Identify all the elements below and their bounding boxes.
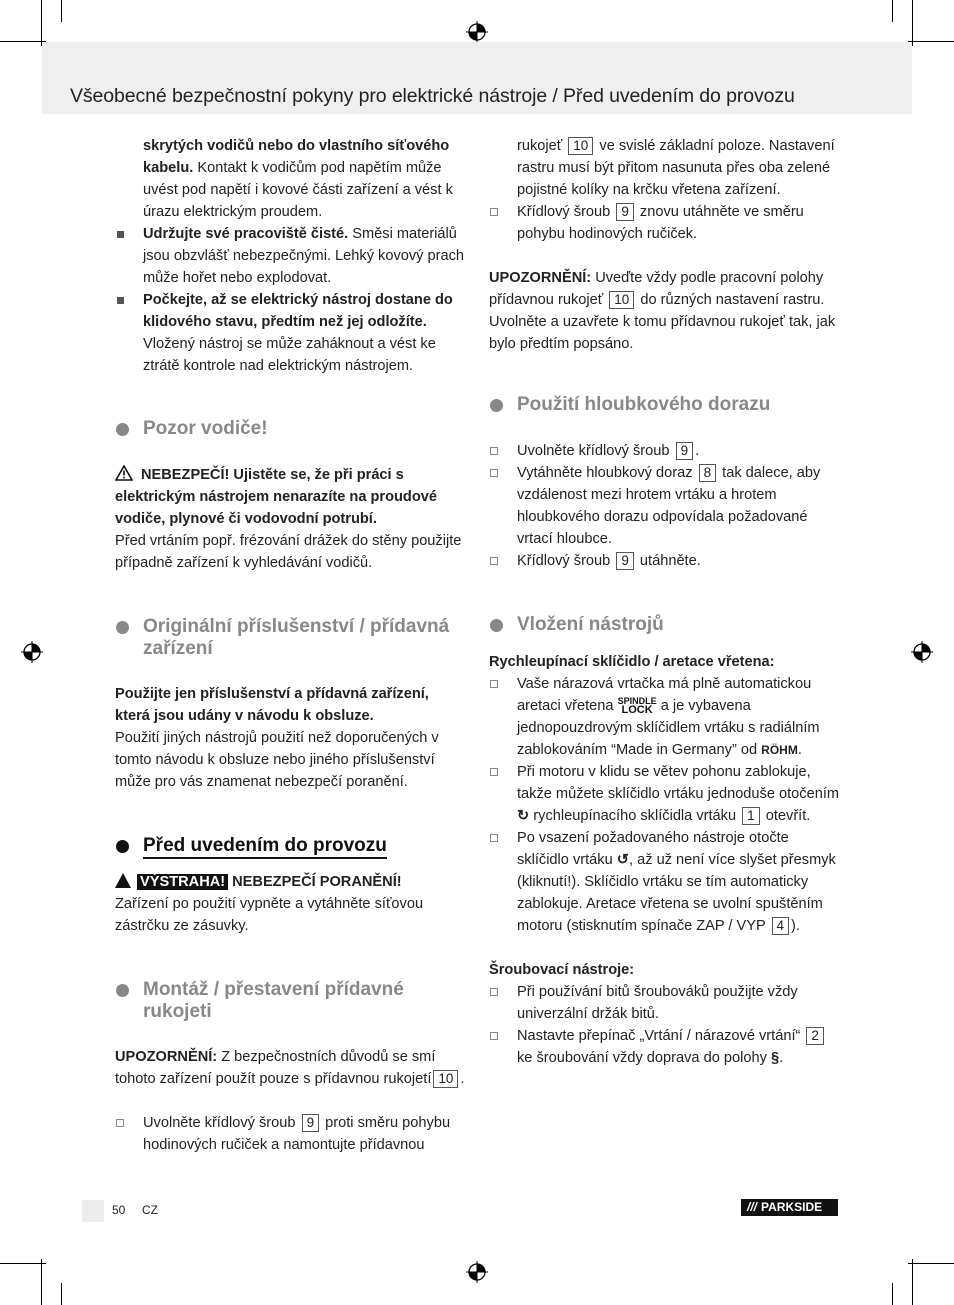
step-item: Vytáhněte hloubkový doraz 8 tak dalece, aby vzdálenost mezi hrotem vrtáku a hrotem hloubkového dorazu odpovídala požadované vrtací hloubce. bbox=[489, 462, 841, 550]
step-item: Při motoru v klidu se větev pohonu zablokuje, takže můžete sklíčidlo vrtáku jednoduše otočením ↻ rychleupínacího sklíčidla vrtáku 1 otevřít. bbox=[489, 761, 841, 827]
section-heading-pozor: Pozor vodiče! bbox=[115, 418, 467, 440]
danger-text: Před vrtáním popř. frézování drážek do stěny použijte případně zařízení k vyhledávání vodičů. bbox=[115, 533, 462, 571]
ref-number: 10 bbox=[433, 1070, 458, 1088]
crop-mark bbox=[912, 0, 913, 46]
ref-number: 9 bbox=[616, 203, 634, 221]
checkbox-bullet-icon bbox=[490, 557, 498, 565]
subheading-rychloupinaci: Rychleupínací sklíčidlo / aretace vřetena: bbox=[489, 654, 775, 670]
section-heading-montaz: Montáž / přestavení přídavné rukojeti bbox=[115, 979, 467, 1023]
checkbox-bullet-icon bbox=[490, 469, 498, 477]
crop-mark bbox=[892, 1283, 893, 1305]
ref-number: 9 bbox=[616, 552, 634, 570]
crop-mark bbox=[0, 1263, 46, 1264]
spindle-lock-logo: SPINDLE LOCK bbox=[617, 696, 657, 717]
danger-paragraph bbox=[115, 463, 467, 530]
bullet-item bbox=[115, 289, 467, 377]
danger-bold: NEBEZPEČÍ! Ujistěte se, že při práci s elektrickým nástrojem nenarazíte na proudové vodiče, plynové či vodovodní potrubí. bbox=[115, 467, 437, 527]
section-heading-vlozeni: Vložení nástrojů bbox=[489, 614, 841, 636]
left-column bbox=[115, 135, 467, 1156]
step-item: Křídlový šroub 9 znovu utáhněte ve směru pohybu hodinových ručiček. bbox=[489, 201, 841, 245]
bullet-dot-icon bbox=[116, 621, 129, 634]
square-bullet-icon bbox=[117, 231, 124, 238]
ref-number: 10 bbox=[568, 137, 593, 155]
warning-line bbox=[115, 871, 467, 893]
section-heading-hloubka: Použití hloubkového dorazu bbox=[489, 394, 841, 416]
original-text: Použití jiných nástrojů použití než doporučených v tomto návodu k obsluze nebo jiného příslušenství může pro vás znamenat nebezpečí poranění. bbox=[115, 730, 439, 790]
intro-paragraph bbox=[115, 135, 467, 223]
original-bold: Použijte jen příslušenství a přídavná zařízení, která jsou udány v návodu k obsluze. bbox=[115, 686, 429, 724]
step-item: Uvolněte křídlový šroub 9 proti směru pohybu hodinových ručiček a namontujte přídavnou bbox=[115, 1112, 467, 1156]
upozorneni-label: UPOZORNĚNÍ: bbox=[115, 1049, 218, 1065]
checkbox-bullet-icon bbox=[490, 988, 498, 996]
registration-mark-icon bbox=[911, 641, 933, 663]
step-item: Uvolněte křídlový šroub 9 . bbox=[489, 440, 841, 462]
crop-mark bbox=[41, 0, 42, 46]
bullet-item bbox=[115, 223, 467, 289]
parkside-logo: /// PARKSIDE bbox=[741, 1199, 838, 1216]
checkbox-bullet-icon bbox=[490, 680, 498, 688]
step-item: Při používání bitů šroubováků použijte vždy univerzální držák bitů. bbox=[489, 981, 841, 1025]
upozorneni-paragraph: UPOZORNĚNÍ: Z bezpečnostních důvodů se smí tohoto zařízení použít pouze s přídavnou rukojetí 10 . bbox=[115, 1049, 465, 1087]
square-bullet-icon bbox=[117, 297, 124, 304]
page-title: Všeobecné bezpečnostní pokyny pro elektrické nástroje / Před uvedením do provozu bbox=[70, 85, 795, 107]
intro-text: Kontakt k vodičům pod napětím může uvést pod napětí i kovové části zařízení a vést k úrazu elektrickým proudem. bbox=[143, 160, 453, 220]
step-item: Nastavte přepínač „Vrtání / nárazové vrtání“ 2 ke šroubování vždy doprava do polohy §. bbox=[489, 1025, 841, 1069]
ref-number: 10 bbox=[609, 291, 634, 309]
bullet-dot-icon bbox=[116, 984, 129, 997]
intro-bold: skrytých vodičů nebo do vlastního síťového kabelu. bbox=[143, 138, 450, 176]
checkbox-bullet-icon bbox=[490, 768, 498, 776]
bullet-bold: Počkejte, až se elektrický nástroj dostane do klidového stavu, předtím než jej odložíte. bbox=[143, 292, 453, 330]
checkbox-bullet-icon bbox=[490, 1032, 498, 1040]
section-heading-pred-uvedenim: Před uvedením do provozu bbox=[115, 835, 467, 857]
bullet-dot-icon bbox=[490, 619, 503, 632]
rotate-open-icon: ↻ bbox=[517, 808, 530, 824]
right-column bbox=[489, 135, 841, 1069]
bullet-bold: Udržujte své pracoviště čisté. bbox=[143, 226, 349, 242]
crop-mark bbox=[61, 1283, 62, 1305]
rohm-logo: RÖHM bbox=[761, 743, 798, 757]
step-item: Vaše nárazová vrtačka má plně automatickou aretaci vřetena SPINDLE LOCK a je vybavena jednopouzdrovým sklíčidlem vrtáku s radiálním zablokováním “Made in Germany” od RÖHM. bbox=[489, 673, 841, 761]
warning-triangle-icon bbox=[115, 465, 133, 481]
warning-label: VÝSTRAHA! bbox=[137, 874, 228, 890]
checkbox-bullet-icon bbox=[116, 1119, 124, 1127]
subheading-sroubovaci: Šroubovací nástroje: bbox=[489, 962, 635, 978]
section-heading-originalni: Originální příslušenství / přídavná zařízení bbox=[115, 616, 467, 660]
crop-mark bbox=[892, 0, 893, 22]
step-item: Křídlový šroub 9 utáhněte. bbox=[489, 550, 841, 572]
checkbox-bullet-icon bbox=[490, 208, 498, 216]
ref-number: 2 bbox=[806, 1027, 824, 1045]
ref-number: 8 bbox=[699, 464, 717, 482]
crop-mark bbox=[908, 1263, 954, 1264]
warning-text: Zařízení po použití vypněte a vytáhněte síťovou zástrčku ze zásuvky. bbox=[115, 896, 424, 934]
page-number: 50 bbox=[112, 1203, 126, 1217]
ref-number: 9 bbox=[676, 442, 694, 460]
step-item: Po vsazení požadovaného nástroje otočte sklíčidlo vrtáku ↺, až už není více slyšet přesmyk (kliknutí!). Sklíčidlo vrtáku se tím automaticky zablokuje. Aretace vřetena se uvolní spuštěním motoru (stisknutím spínače ZAP / VYP 4 ). bbox=[489, 827, 841, 937]
continued-paragraph: rukojeť 10 ve svislé základní poloze. Nastavení rastru musí být přitom nasunuta přes oba zelené pojistné kolíky na krčku vřetena zařízení. bbox=[517, 138, 835, 198]
language-code: CZ bbox=[142, 1203, 158, 1217]
warning-triangle-icon bbox=[115, 873, 131, 888]
bullet-dot-icon bbox=[116, 423, 129, 436]
registration-mark-icon bbox=[466, 21, 488, 43]
checkbox-bullet-icon bbox=[490, 834, 498, 842]
footer-square bbox=[82, 1200, 104, 1222]
rotate-close-icon: ↺ bbox=[616, 852, 629, 868]
screw-bit-icon: § bbox=[770, 1050, 780, 1066]
checkbox-bullet-icon bbox=[490, 447, 498, 455]
ref-number: 1 bbox=[742, 807, 760, 825]
bullet-dot-icon bbox=[116, 840, 129, 853]
crop-mark bbox=[0, 41, 46, 42]
bullet-dot-icon bbox=[490, 399, 503, 412]
registration-mark-icon bbox=[21, 641, 43, 663]
crop-mark bbox=[912, 1259, 913, 1305]
bullet-text: Směsi materiálů jsou obzvlášť nebezpečnými. Lehký kovový prach může hořet nebo explodovat. bbox=[143, 226, 465, 286]
registration-mark-icon bbox=[466, 1261, 488, 1283]
crop-mark bbox=[61, 0, 62, 22]
ref-number: 9 bbox=[302, 1114, 320, 1132]
ref-number: 4 bbox=[772, 917, 790, 935]
crop-mark bbox=[908, 41, 954, 42]
warning-bold: NEBEZPEČÍ PORANĚNÍ! bbox=[232, 874, 402, 890]
upozorneni-paragraph: UPOZORNĚNÍ: Uveďte vždy podle pracovní polohy přídavnou rukojeť 10 do různých nastavení rastru. Uvolněte a uzavřete k tomu přídavnou rukojeť tak, jak bylo předtím popsáno. bbox=[489, 270, 836, 352]
bullet-text: Vložený nástroj se může zaháknout a vést ke ztrátě kontrole nad elektrickým nástrojem. bbox=[143, 336, 436, 374]
crop-mark bbox=[41, 1259, 42, 1305]
